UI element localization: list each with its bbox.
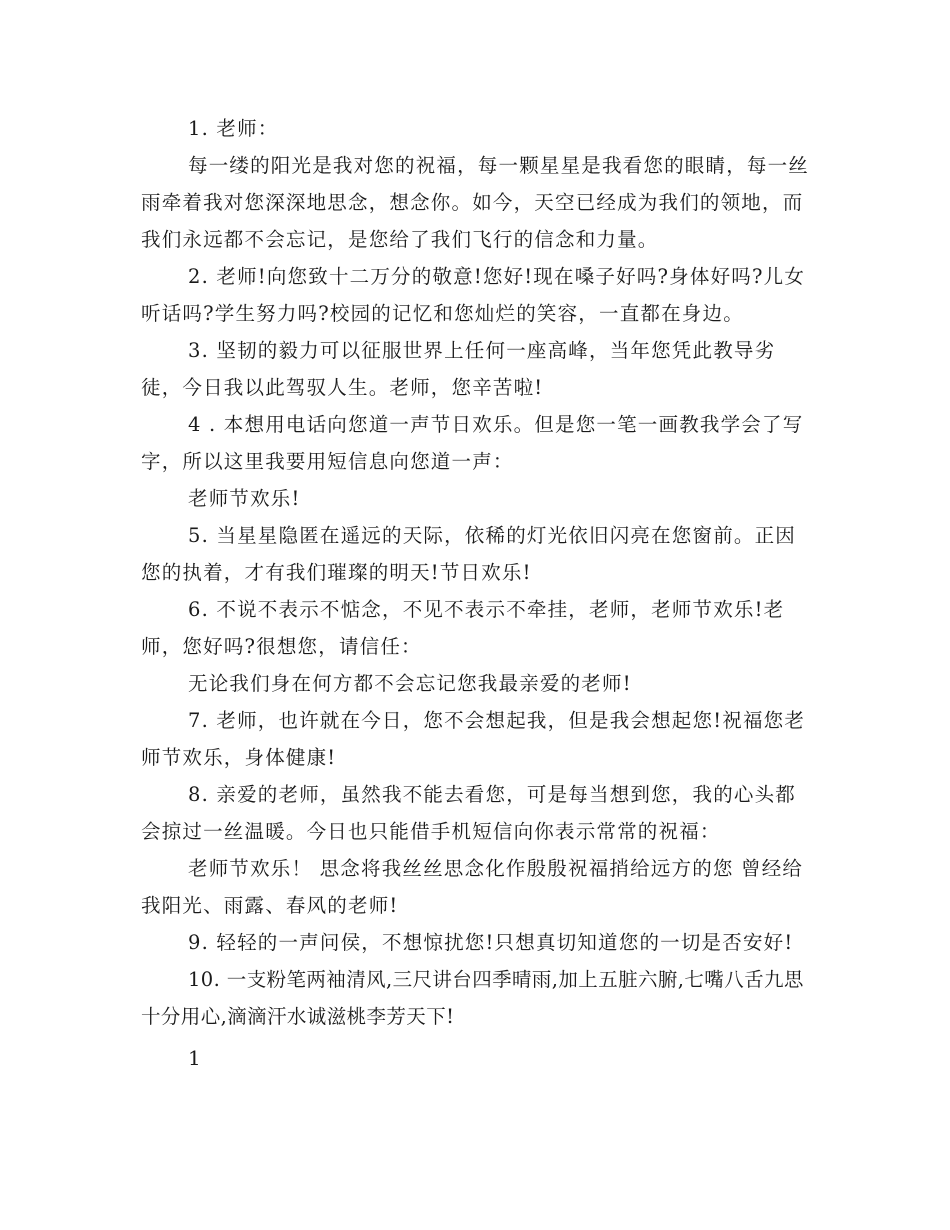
page-number: 1 <box>188 1046 201 1070</box>
document-body <box>141 110 809 1035</box>
paragraph-4: 4 . 本想用电话向您道一声节日欢乐。但是您一笔一画教我学会了写字，所以这里我要用短信息向您道一声： <box>141 413 804 473</box>
paragraph-3: 3. 坚韧的毅力可以征服世界上任何一座高峰，当年您凭此教导劣徒，今日我以此驾驭人生。老师，您辛苦啦! <box>141 339 776 399</box>
paragraph-8: 8. 亲爱的老师，虽然我不能去看您，可是每当想到您，我的心头都会掠过一丝温暖。今日也只能借手机短信向你表示常常的祝福： <box>141 783 797 843</box>
paragraph-6-continuation: 无论我们身在何方都不会忘记您我最亲爱的老师! <box>188 672 632 695</box>
paragraph-6: 6. 不说不表示不惦念，不见不表示不牵挂，老师，老师节欢乐!老师，您好吗?很想您，请信任： <box>141 598 785 658</box>
paragraph-7: 7. 老师，也许就在今日，您不会想起我，但是我会想起您!祝福您老师节欢乐，身体健康! <box>141 709 806 769</box>
paragraph-5: 5. 当星星隐匿在遥远的天际，依稀的灯光依旧闪亮在您窗前。正因您的执着，才有我们璀璨的明天!节日欢乐! <box>141 524 797 584</box>
paragraph-9: 9. 轻轻的一声问侯，不想惊扰您!只想真切知道您的一切是否安好! <box>188 931 794 954</box>
paragraph-8-continuation: 老师节欢乐！ 思念将我丝丝思念化作殷殷祝福捎给远方的您 曾经给我阳光、雨露、春风的老师! <box>141 857 804 917</box>
paragraph-1-heading: 1. 老师： <box>188 117 279 140</box>
paragraph-4-greeting: 老师节欢乐! <box>188 487 301 510</box>
paragraph-1-body: 每一缕的阳光是我对您的祝福，每一颗星星是我看您的眼睛，每一丝雨牵着我对您深深地思念，想念你。如今，天空已经成为我们的领地，而我们永远都不会忘记，是您给了我们飞行的信念和力量。 <box>141 154 810 251</box>
paragraph-10: 10. 一支粉笔两袖清风,三尺讲台四季晴雨,加上五脏六腑,七嘴八舌九思十分用心,滴滴汗水诚滋桃李芳天下! <box>141 968 804 1028</box>
paragraph-2: 2. 老师!向您致十二万分的敬意!您好!现在嗓子好吗?身体好吗?儿女听话吗?学生努力吗?校园的记忆和您灿烂的笑容，一直都在身边。 <box>141 265 806 325</box>
